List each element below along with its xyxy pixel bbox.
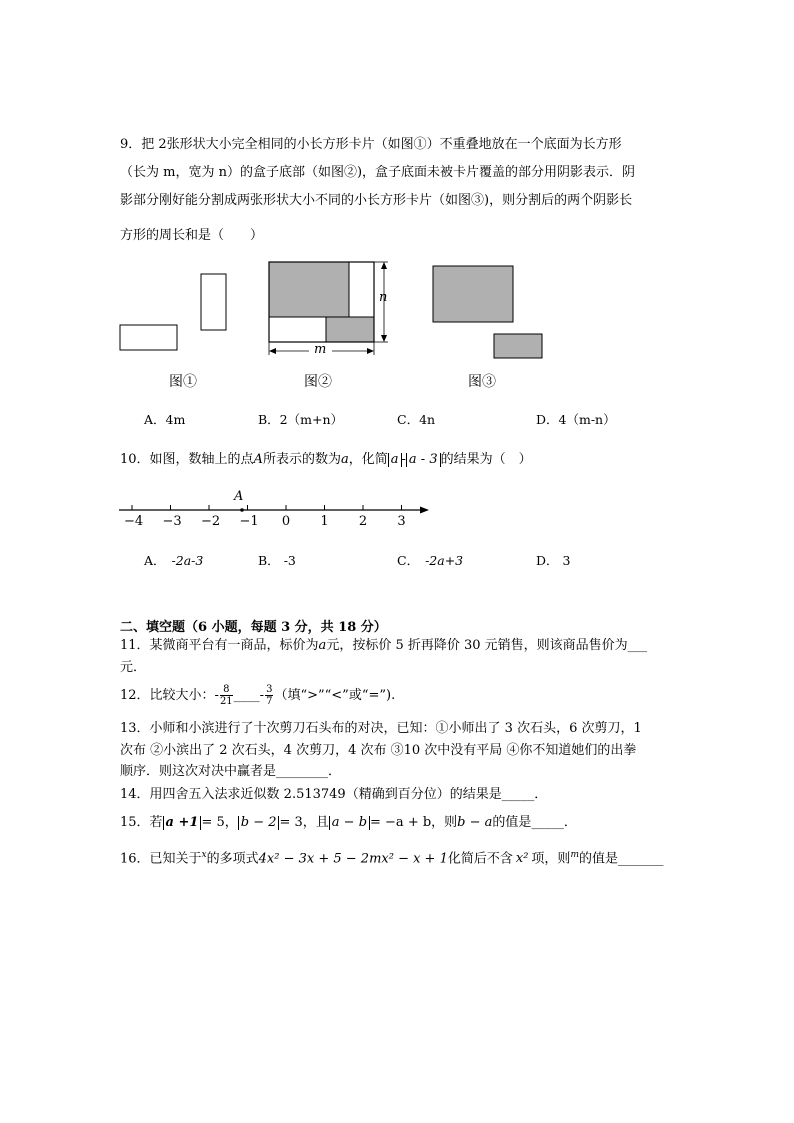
q13-line-1: 13．小师和小滨进行了十次剪刀石头布的对决，已知：①小师出了 3 次石头，6 次剪刀，1 <box>120 721 642 736</box>
q9-line-2: （长为 m，宽为 n）的盒子底部（如图②)，盒子底面未被卡片覆盖的部分用阴影表示．阴 <box>120 165 636 180</box>
q15-abs-a-minus-b: a − b <box>329 816 370 830</box>
q16-var-x: x <box>201 850 207 860</box>
fig2-caption: 图② <box>304 374 332 390</box>
q15-suffix: 的值是_____． <box>492 815 577 830</box>
q15-expr: b − a <box>457 815 493 830</box>
q15-eq2: = 3，且 <box>279 815 329 830</box>
number-line-label: −3 <box>162 514 182 529</box>
q9-line-4: 方形的周长和是（ ） <box>120 228 264 243</box>
q10-option-d-value: 3 <box>562 553 571 568</box>
q16-var-m: m <box>570 850 579 860</box>
fig3-large-shaded <box>433 266 513 322</box>
q10-option-a <box>144 551 203 569</box>
fig3-caption: 图③ <box>468 374 496 390</box>
q16-prefix: 16．已知关于 <box>120 851 202 867</box>
q10-option-c-label: C． <box>397 553 420 568</box>
n-label: n <box>379 290 388 305</box>
q10-minus: - <box>401 452 406 467</box>
q16-mid2: 化简后不含 <box>447 851 513 867</box>
fig1-vertical-card <box>201 274 226 330</box>
point-a-dot <box>240 508 244 512</box>
q16-polynomial: 4x² − 3x + 5 − 2mx² − x + 1 <box>258 851 448 867</box>
number-line-label: 0 <box>281 514 291 529</box>
q10-suffix: 的结果为（ ） <box>440 452 532 467</box>
q15-eq3: = −a + b，则 <box>370 815 458 830</box>
q16-mid3: 项，则 <box>531 851 571 867</box>
q15-abs-b-minus-2: b − 2 <box>238 816 280 830</box>
fig2-card-horizontal <box>269 317 326 342</box>
q9-option-b: B．2（m+n） <box>258 412 344 427</box>
q9-line-1: 9．把 2张形状大小完全相同的小长方形卡片（如图①）不重叠地放在一个底面为长方形 <box>120 137 622 152</box>
number-line-label: −2 <box>201 514 221 529</box>
number-line-arrow <box>420 507 429 514</box>
q13-line-2: 次布 ②小滨出了 2 次石头，4 次剪刀，4 次布 ③10 次中没有平局 ④你不知道她们的出拳 <box>120 743 637 758</box>
q15 <box>120 810 680 836</box>
q12-fraction-1 <box>220 684 233 707</box>
number-line-label: 2 <box>358 514 368 529</box>
q16 <box>120 842 680 872</box>
q10-abs-a-minus-3: a - 3 <box>406 453 441 467</box>
q10-mid: 所表示的数为 <box>262 452 341 467</box>
q12-frac2-num: 3 <box>266 684 273 695</box>
number-line-label: −1 <box>239 514 259 529</box>
q9-figures <box>110 255 570 365</box>
q10-option-c <box>397 551 463 569</box>
q10-var-a: a <box>340 452 349 467</box>
q12-frac1-num: 8 <box>220 684 233 696</box>
q10-option-a-value: -2a-3 <box>171 553 204 568</box>
point-a-label: A <box>234 489 244 504</box>
q16-term: x² <box>515 851 529 867</box>
q10-abs-a: a <box>388 453 402 467</box>
number-line <box>115 490 435 515</box>
q12-frac2-den: 7 <box>266 696 273 707</box>
q12-fraction-2 <box>265 684 273 707</box>
q12-prefix: 12．比较大小：- <box>120 688 219 703</box>
q10-option-d-label: D． <box>536 553 559 568</box>
q14: 14．用四舍五入法求近似数 2.513749（精确到百分位）的结果是_____． <box>120 787 548 802</box>
q11-line-2: 元． <box>120 660 147 675</box>
q10-point: A <box>253 452 263 467</box>
q12-blank: ____- <box>233 688 265 703</box>
q10-prefix: 10．如图，数轴上的点 <box>120 452 254 467</box>
m-label: m <box>314 342 327 357</box>
q12 <box>120 683 680 709</box>
q10-option-c-value: -2a+3 <box>425 553 464 568</box>
fig2-card-vertical <box>349 262 374 317</box>
fig2-shaded-bottom <box>326 317 374 342</box>
q12-suffix: （填“>”“<”或“=”). <box>274 688 396 703</box>
fig1-caption: 图① <box>169 374 197 390</box>
q11-part-a: 11．某微商平台有一商品，标价为 <box>120 638 319 653</box>
fig1-horizontal-card <box>120 325 177 350</box>
number-line-label: 3 <box>397 514 406 529</box>
number-line-label: 1 <box>320 514 329 529</box>
q12-frac1-den: 21 <box>219 696 233 707</box>
q9-option-c: C．4n <box>397 412 436 427</box>
q15-prefix: 15．若 <box>120 815 163 830</box>
q15-abs-a-plus-1: a +1 <box>163 816 202 830</box>
q10-mid2: ，化简 <box>348 452 388 467</box>
fig2-shaded-top <box>269 262 349 317</box>
q9-line-3: 影部分刚好能分割成两张形状大小不同的小长方形卡片（如图③)，则分割后的两个阴影长 <box>120 193 633 208</box>
q10-option-b-value: -3 <box>283 553 296 568</box>
q11-part-b: 元，按标价 5 折再降价 30 元销售，则该商品售价为___ <box>326 638 648 653</box>
q9-option-d: D．4（m-n） <box>536 412 616 427</box>
q16-suffix: 的值是_______ <box>578 851 664 867</box>
q10-stem <box>120 447 680 473</box>
q11-var: a <box>318 638 327 653</box>
q15-eq1: = 5， <box>201 815 238 830</box>
q10-option-b-label: B． <box>258 553 280 568</box>
section-2-title: 二、填空题（6 小题，每题 3 分，共 18 分） <box>120 620 387 635</box>
q9-option-a: A．4m <box>144 412 186 427</box>
q10-option-a-label: A． <box>144 553 166 568</box>
q10-option-d <box>536 551 570 569</box>
q13-line-3: 顺序．则这次对决中赢者是________． <box>120 764 342 779</box>
q16-mid: 的多项式 <box>206 851 259 867</box>
fig3-small-shaded <box>494 334 542 358</box>
q10-option-b <box>258 551 296 569</box>
number-line-label: −4 <box>124 514 144 529</box>
